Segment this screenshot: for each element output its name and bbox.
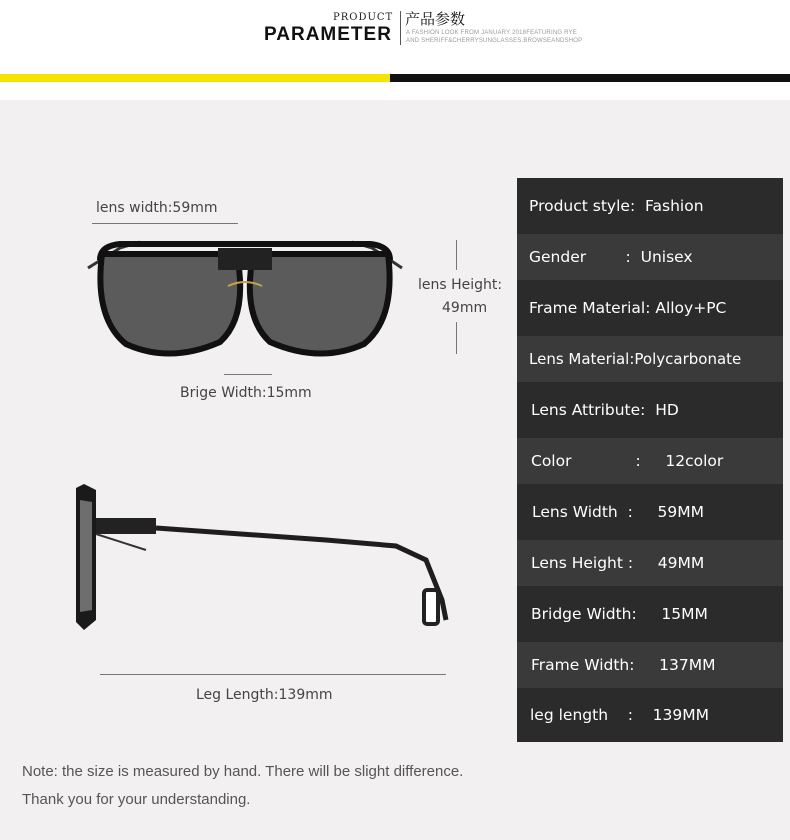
spec-text: Lens Height : 49MM <box>531 554 705 572</box>
spec-text: Bridge Width: 15MM <box>531 605 708 623</box>
spec-text: Frame Width: 137MM <box>531 656 716 674</box>
bridge-width-arrow <box>224 374 272 375</box>
lens-width-label: lens width:59mm <box>96 200 218 216</box>
tagline-line2: AND SHERIFF&CHERRYSUNGLASSES.BROWSEANDSHOP <box>406 38 583 44</box>
header-divider <box>400 11 401 45</box>
leg-length-arrow <box>100 674 446 675</box>
yellow-accent-bar <box>0 74 390 82</box>
spec-row <box>517 540 783 586</box>
black-accent-bar <box>390 74 790 82</box>
header <box>0 0 790 74</box>
spec-row <box>517 234 783 280</box>
spec-text: Gender : Unisex <box>529 248 693 266</box>
spec-panel <box>517 178 783 742</box>
bridge-width-label: Brige Width:15mm <box>180 385 312 401</box>
spec-text: Lens Width : 59MM <box>532 503 704 521</box>
lens-height-arrow-top <box>456 240 457 270</box>
leg-length-label: Leg Length:139mm <box>196 687 333 703</box>
spec-row <box>517 688 783 742</box>
sunglasses-side-image <box>66 480 452 632</box>
spec-text: Color : 12color <box>531 452 724 470</box>
spec-text: leg length : 139MM <box>530 706 709 724</box>
spec-row <box>517 642 783 688</box>
tagline-line1: A FASHION LOOK FROM JANUARY 2018FEATURING RYE <box>406 30 577 36</box>
product-label: PRODUCT <box>333 12 394 23</box>
header-gap <box>0 82 790 100</box>
spec-text: Lens Attribute: HD <box>531 401 679 419</box>
note-line-2: Thank you for your understanding. <box>22 791 251 808</box>
spec-text: Lens Material:Polycarbonate <box>529 350 742 368</box>
lens-height-label-line1: lens Height: <box>418 277 503 293</box>
sunglasses-front-image <box>80 228 410 364</box>
lens-height-arrow-bottom <box>456 322 457 354</box>
chinese-title: 产品参数 <box>405 10 466 28</box>
spec-row <box>517 586 783 642</box>
note-line-1: Note: the size is measured by hand. There will be slight difference. <box>22 763 464 780</box>
parameter-label: PARAMETER <box>264 24 392 45</box>
spec-row <box>517 280 783 336</box>
spec-text: Product style: Fashion <box>529 197 704 215</box>
lens-height-label-line2: 49mm <box>442 300 488 316</box>
spec-text: Frame Material: Alloy+PC <box>529 299 727 317</box>
spec-row <box>517 178 783 234</box>
header-tagline <box>406 29 582 45</box>
spec-row <box>517 484 783 540</box>
spec-row <box>517 336 783 382</box>
spec-row <box>517 438 783 484</box>
lens-width-arrow <box>92 223 238 224</box>
spec-row <box>517 382 783 438</box>
